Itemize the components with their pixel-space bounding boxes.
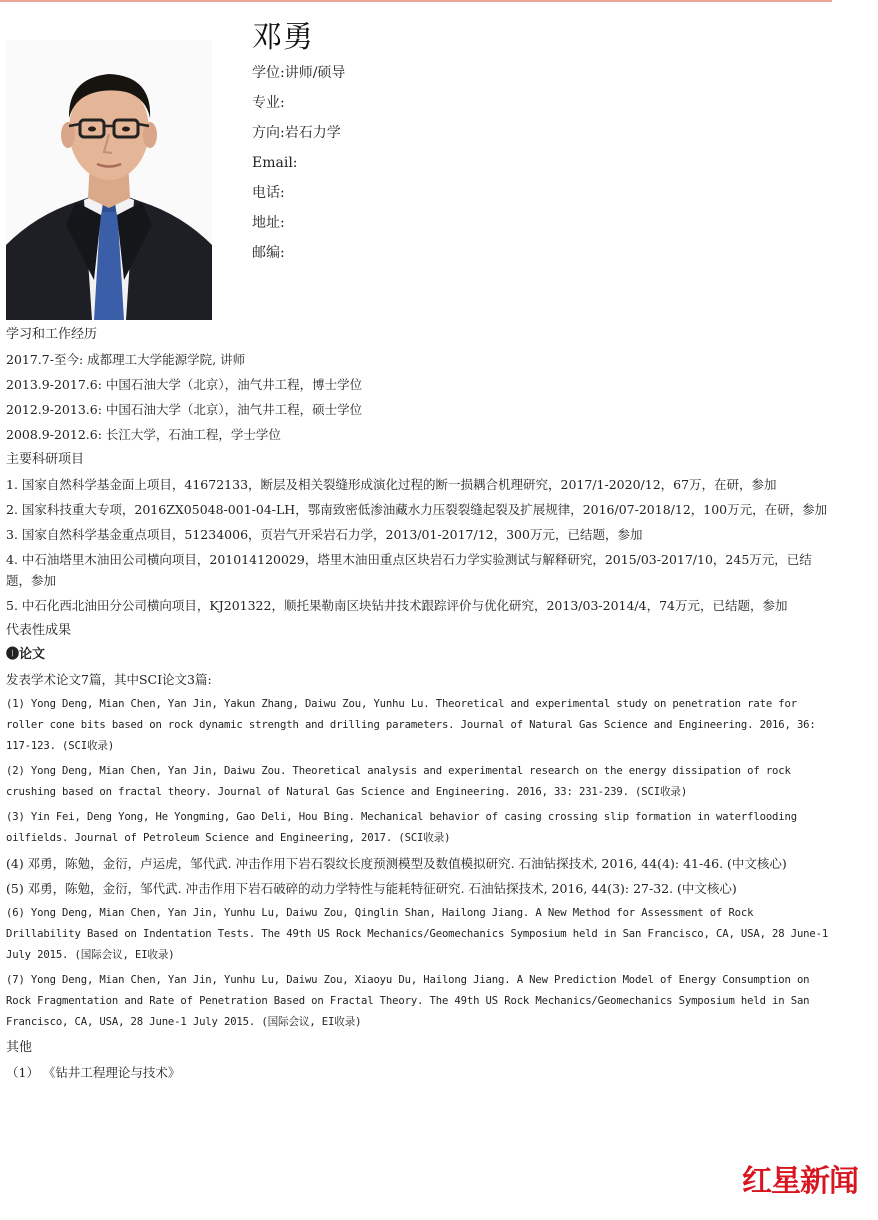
education-item: 2013.9-2017.6: 中国石油大学（北京），油气井工程，博士学位	[6, 377, 363, 392]
degree-field: 学位:讲师/硕导	[252, 65, 346, 81]
project-item: 4. 中石油塔里木油田公司横向项目，201014120029，塔里木油田重点区块岩石力学实验测试与解释研究，2015/03-2017/10，245万元，已结题，参加	[6, 552, 812, 588]
project-item: 3. 国家自然科学基金重点项目，51234006，页岩气开采岩石力学，2013/01-2017/12，300万元，已结题，参加	[6, 527, 643, 542]
paper-item: (3) Yin Fei, Deng Yong, He Yongming, Gao Deli, Hou Bing. Mechanical behavior of casing crossing slip formation in waterflooding oilfields. Journal of Petroleum Science and Engineering, 2017. (SCI收录)	[6, 811, 797, 844]
paper-item: (5) 邓勇，陈勉，金衍，邹代武. 冲击作用下岩石破碎的动力学特性与能耗特征研究. 石油钻探技术, 2016, 44(3): 27-32. (中文核心)	[6, 881, 737, 896]
paper-item: (4) 邓勇，陈勉，金衍，卢运虎，邹代武. 冲击作用下岩石裂纹长度预测模型及数值模拟研究. 石油钻探技术, 2016, 44(4): 41-46. (中文核心)	[6, 856, 787, 871]
person-name: 邓勇	[252, 20, 314, 55]
watermark-logo	[742, 1156, 870, 1200]
education-heading: 学习和工作经历	[6, 327, 98, 342]
projects-heading: 主要科研项目	[6, 452, 85, 467]
paper-item: (1) Yong Deng, Mian Chen, Yan Jin, Yakun Zhang, Daiwu Zou, Yunhu Lu. Theoretical and experimental study on penetration rate for roller cone bits based on rock dynamic strength and drilling parameters. Journal of Natural Gas Science and Engineering. 2016, 36: 117-123. (SCI收录)	[6, 698, 816, 752]
major-field: 专业:	[252, 95, 285, 111]
papers-heading: ❶论文	[6, 647, 46, 662]
paper-item: (2) Yong Deng, Mian Chen, Yan Jin, Daiwu Zou. Theoretical analysis and experimental research on the energy dissipation of rock crushing based on fractal theory. Journal of Natural Gas Science and Engineering. 2016, 33: 231-239. (SCI收录)	[6, 765, 791, 798]
paper-item: (6) Yong Deng, Mian Chen, Yan Jin, Yunhu Lu, Daiwu Zou, Qinglin Shan, Hailong Jiang. A New Method for Assessment of Rock Drillability Based on Indentation Tests. The 49th US Rock Mechanics/Geomechanics Symposium held in San Francisco, CA, USA, 28 June-1 July 2015. (国际会议, EI收录)	[6, 907, 829, 961]
other-heading: 其他	[6, 1040, 33, 1055]
other-item: （1） 《钻井工程理论与技术》	[6, 1065, 181, 1080]
watermark-text: 红星新闻	[742, 1164, 858, 1199]
phone-field: 电话:	[252, 185, 285, 201]
project-item: 1. 国家自然科学基金面上项目，41672133，断层及相关裂缝形成演化过程的断一损耦合机理研究，2017/1-2020/12，67万，在研，参加	[6, 477, 777, 492]
project-item: 2. 国家科技重大专项，2016ZX05048-001-04-LH，鄂南致密低渗油藏水力压裂裂缝起裂及扩展规律，2016/07-2018/12，100万元，在研，参加	[6, 502, 828, 517]
education-item: 2008.9-2012.6: 长江大学，石油工程，学士学位	[6, 427, 281, 442]
email-field: Email:	[252, 155, 298, 171]
address-field: 地址:	[252, 215, 285, 231]
project-item: 5. 中石化西北油田分公司横向项目，KJ201322，顺托果勒南区块钻井技术跟踪评价与优化研究，2013/03-2014/4，74万元，已结题，参加	[6, 598, 788, 613]
achievements-heading: 代表性成果	[6, 623, 72, 638]
profile-header	[252, 18, 345, 268]
portrait-photo	[6, 40, 212, 320]
education-item: 2012.9-2013.6: 中国石油大学（北京），油气井工程，硕士学位	[6, 402, 363, 417]
top-divider	[0, 0, 832, 2]
postcode-field: 邮编:	[252, 245, 285, 261]
papers-summary: 发表学术论文7篇，其中SCI论文3篇:	[6, 672, 212, 687]
paper-item: (7) Yong Deng, Mian Chen, Yan Jin, Yunhu Lu, Daiwu Zou, Xiaoyu Du, Hailong Jiang. A New Prediction Model of Energy Consumption on Rock Fragmentation and Rate of Penetration Based on Fractal Theory. The 49th US Rock Mechanics/Geomechanics Symposium held in San Francisco, CA, USA, 28 June-1 July 2015. (国际会议, EI收录)	[6, 974, 810, 1028]
profile-body	[6, 322, 830, 1085]
direction-field: 方向:岩石力学	[252, 125, 341, 141]
education-item: 2017.7-至今: 成都理工大学能源学院, 讲师	[6, 352, 246, 367]
